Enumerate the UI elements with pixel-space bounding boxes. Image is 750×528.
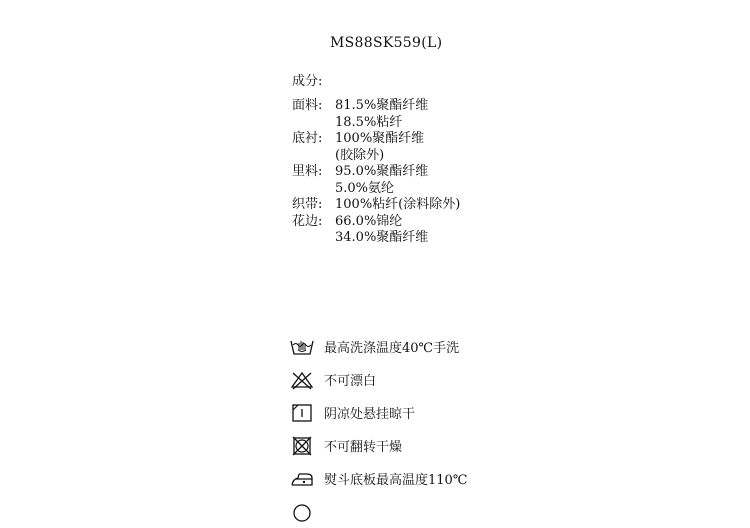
composition-label: 里料:: [292, 164, 323, 179]
shade-line-dry-icon: [290, 402, 316, 424]
care-item: [290, 462, 467, 495]
care-text: 不可漂白: [324, 374, 377, 389]
composition-row: [292, 131, 460, 148]
composition-label: 花边:: [292, 213, 323, 229]
composition-row: [292, 197, 460, 214]
composition-label: [292, 230, 335, 247]
composition-value: 18.5%粘纤: [335, 114, 403, 130]
care-text: 最高洗涤温度40℃手洗: [324, 341, 460, 356]
composition-label: [292, 148, 335, 165]
composition-row: [292, 181, 460, 198]
care-item: [290, 396, 467, 429]
dry-clean-icon: [290, 501, 316, 523]
care-text: 阴凉处悬挂晾干: [324, 407, 416, 422]
composition-label: 面料:: [292, 98, 323, 113]
composition-value: 34.0%聚酯纤维: [335, 230, 429, 245]
composition-row: [292, 230, 460, 247]
composition-label: [292, 181, 335, 198]
composition-value: (胶除外): [335, 147, 385, 163]
care-item: [290, 330, 467, 363]
iron-icon: [290, 468, 316, 490]
care-text: 不可翻转干燥: [324, 440, 403, 455]
composition-row: [292, 164, 460, 181]
composition-label: 织带:: [292, 197, 323, 212]
composition-label: 底衬:: [292, 131, 323, 146]
care-item: [290, 429, 467, 462]
composition-row: [292, 98, 460, 115]
composition-label: [292, 115, 335, 132]
hand-wash-icon: [290, 336, 316, 358]
composition-value: 66.0%锦纶: [335, 213, 403, 229]
composition-row: [292, 148, 460, 165]
composition-value: 95.0%聚酯纤维: [335, 164, 429, 179]
composition-value: 100%粘纤(涂料除外): [335, 197, 461, 212]
no-tumble-dry-icon: [290, 435, 316, 457]
care-instructions: [290, 330, 467, 528]
composition-title: 成分:: [292, 74, 323, 89]
care-text: 熨斗底板最高温度110℃: [324, 473, 468, 488]
composition-value: 5.0%氨纶: [335, 180, 395, 196]
no-bleach-icon: [290, 369, 316, 391]
composition-value: 81.5%聚酯纤维: [335, 98, 429, 113]
composition-row: [292, 115, 460, 132]
composition-row: [292, 214, 460, 231]
care-item: [290, 363, 467, 396]
composition-value: 100%聚酯纤维: [335, 131, 425, 146]
model-number: MS88SK559(L): [330, 35, 443, 51]
composition-block: [292, 73, 460, 247]
